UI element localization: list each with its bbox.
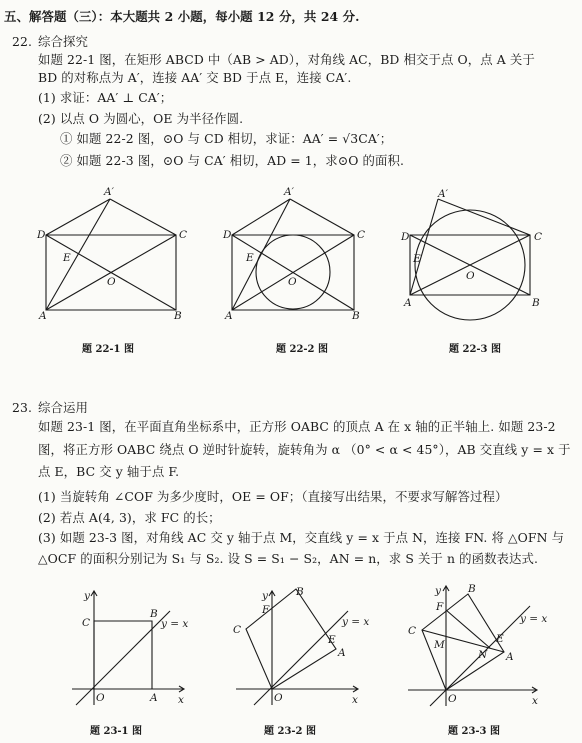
- q22-line-1: 如题 22-1 图，在矩形 ABCD 中（AB > AD），对角线 AC，BD 相交于点 O，点 A 关于: [38, 52, 535, 67]
- q22-number: 22.: [12, 34, 33, 49]
- label-o: O: [274, 692, 283, 704]
- line-y-equals-x: [254, 611, 348, 705]
- caption-23-1: 题 23-1 图: [90, 726, 142, 737]
- label-c: C: [179, 229, 188, 241]
- label-line: y = x: [161, 618, 189, 630]
- label-c: C: [357, 229, 366, 241]
- label-a: A: [225, 310, 233, 322]
- label-line: y = x: [520, 613, 548, 625]
- label-m: M: [434, 639, 445, 651]
- caption-23-3: 题 23-3 图: [448, 726, 500, 737]
- q22-line-2: BD 的对称点为 A′，连接 AA′ 交 BD 于点 E，连接 CA′.: [38, 70, 352, 85]
- figure-22-2: [224, 183, 374, 323]
- label-e: E: [63, 252, 71, 264]
- label-f: F: [262, 604, 270, 616]
- label-o: O: [107, 276, 116, 288]
- label-e: E: [328, 634, 336, 646]
- segment-aa1: [46, 199, 110, 310]
- label-c: C: [534, 231, 543, 243]
- line-y-equals-x: [76, 611, 170, 705]
- label-c: C: [233, 624, 242, 636]
- q23-part-2: (2) 若点 A(4, 3)，求 FC 的长；: [38, 510, 221, 525]
- section-header: 五、解答题（三）：本大题共 2 小题，每小题 12 分，共 24 分.: [4, 9, 360, 24]
- label-f: F: [436, 601, 444, 613]
- q23-part-3-line-2: △OCF 的面积分别记为 S₁ 与 S₂. 设 S = S₁ − S₂，AN = n，求 S 关于 n 的函数表达式.: [38, 551, 539, 566]
- q23-number: 23.: [12, 400, 33, 415]
- label-a: A: [506, 651, 514, 663]
- label-y: y: [262, 590, 268, 602]
- label-b: B: [150, 608, 158, 620]
- q23-part-1: (1) 当旋转角 ∠COF 为多少度时，OE = OF；（直接写出结果，不要求写解答过程）: [38, 489, 508, 504]
- caption-22-1: 题 22-1 图: [82, 344, 134, 355]
- label-b: B: [352, 310, 360, 322]
- label-d: D: [223, 229, 232, 241]
- segment-da1: [46, 199, 110, 235]
- q22-title: 综合探究: [38, 34, 88, 49]
- label-o: O: [466, 270, 475, 282]
- label-c: C: [408, 625, 417, 637]
- figure-23-2: [230, 585, 370, 710]
- label-a1: A′: [104, 186, 114, 198]
- label-b: B: [296, 586, 304, 598]
- label-x: x: [178, 694, 184, 706]
- label-x: x: [532, 695, 538, 707]
- figure-23-3: [402, 580, 547, 710]
- q23-line-1: 如题 23-1 图，在平面直角坐标系中，正方形 OABC 的顶点 A 在 x 轴的正半轴上. 如题 23-2: [38, 419, 556, 434]
- label-y: y: [84, 590, 90, 602]
- label-a: A: [404, 297, 412, 309]
- q22-sub-2: ② 如题 22-3 图，⊙O 与 CA′ 相切，AD = 1，求⊙O 的面积.: [60, 153, 405, 168]
- figure-22-1: [38, 183, 188, 323]
- figure-22-3: [398, 183, 548, 323]
- label-b: B: [532, 297, 540, 309]
- label-a: A: [39, 310, 47, 322]
- q23-part-3-line-1: (3) 如题 23-3 图，对角线 AC 交 y 轴于点 M，交直线 y = x 于点 N，连接 FN. 将 △OFN 与: [38, 530, 565, 545]
- label-a: A: [338, 647, 346, 659]
- label-d: D: [37, 229, 46, 241]
- q22-part-2: (2) 以点 O 为圆心，OE 为半径作圆.: [38, 111, 244, 126]
- label-a: A: [150, 692, 158, 704]
- label-d: D: [401, 231, 410, 243]
- label-e: E: [246, 252, 254, 264]
- label-line: y = x: [342, 616, 370, 628]
- label-n: N: [478, 649, 488, 661]
- square-oabc: [246, 589, 336, 689]
- label-o: O: [448, 693, 457, 705]
- segment-ca1: [438, 199, 530, 235]
- caption-22-2: 题 22-2 图: [276, 344, 328, 355]
- label-y: y: [435, 585, 441, 597]
- label-e: E: [413, 253, 421, 265]
- segment-da1: [232, 199, 290, 235]
- caption-22-3: 题 22-3 图: [449, 344, 501, 355]
- label-e: E: [496, 633, 504, 645]
- label-o: O: [288, 276, 297, 288]
- q22-sub-1: ① 如题 22-2 图，⊙O 与 CD 相切，求证：AA′ = √3CA′；: [60, 131, 393, 146]
- label-b: B: [468, 583, 476, 595]
- q22-part-1: (1) 求证：AA′ ⊥ CA′；: [38, 90, 173, 105]
- label-c: C: [82, 617, 91, 629]
- segment-ca1: [290, 199, 354, 235]
- caption-23-2: 题 23-2 图: [264, 726, 316, 737]
- q23-line-2: 图，将正方形 OABC 绕点 O 逆时针旋转，旋转角为 α （0° < α < 45°），AB 交直线 y = x 于: [38, 442, 571, 457]
- label-a1: A′: [438, 188, 448, 200]
- figure-23-1: [66, 585, 196, 710]
- label-a1: A′: [284, 186, 294, 198]
- q23-title: 综合运用: [38, 400, 88, 415]
- q23-line-3: 点 E，BC 交 y 轴于点 F.: [38, 464, 180, 479]
- label-b: B: [174, 310, 182, 322]
- label-x: x: [352, 694, 358, 706]
- segment-ca1: [110, 199, 176, 235]
- label-o: O: [96, 692, 105, 704]
